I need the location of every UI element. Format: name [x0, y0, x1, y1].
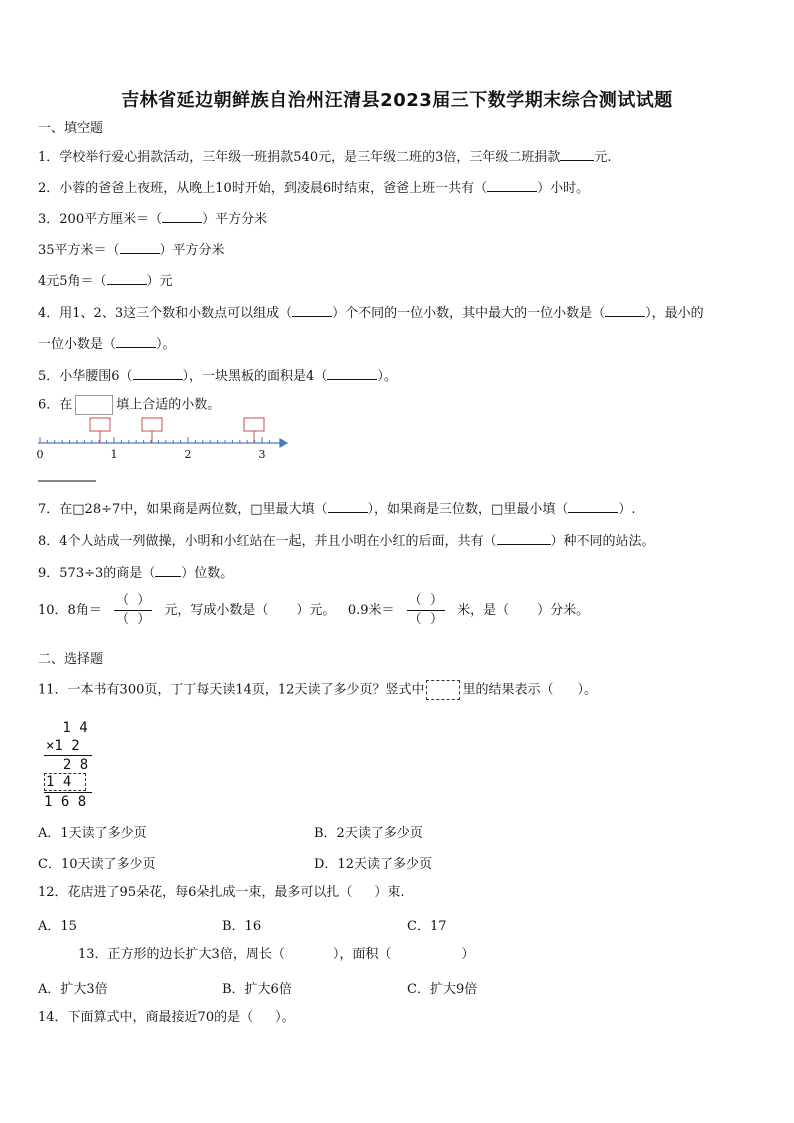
- number-line-label-3: 3: [258, 448, 266, 461]
- calc-row-4: 1 4: [46, 774, 72, 790]
- q5-text1: 5．小华腰围6（: [38, 369, 133, 384]
- question-9: [38, 562, 233, 583]
- q13-option-b[interactable]: B．扩大6倍: [222, 982, 292, 997]
- question-3c: [38, 270, 173, 291]
- question-5: [38, 365, 397, 386]
- number-line: [30, 415, 300, 487]
- q6-answer-box[interactable]: [75, 395, 113, 415]
- number-line-label-0: 0: [36, 448, 44, 461]
- q13-option-a[interactable]: A．扩大3倍: [38, 982, 108, 997]
- q2-blank[interactable]: [487, 177, 537, 192]
- q11-option-d[interactable]: D．12天读了多少页: [314, 857, 432, 872]
- q14-text1: 14．下面算式中，商最接近70的是（: [38, 1010, 254, 1025]
- question-13: [78, 946, 474, 964]
- number-line-box-2[interactable]: [142, 418, 162, 431]
- q4-blank3[interactable]: [116, 333, 156, 348]
- q4-blank2[interactable]: [605, 302, 645, 317]
- q10-fraction-2-num-close: ）: [429, 593, 443, 608]
- q4-text3: ），最小的: [645, 306, 704, 321]
- q10-fraction-1-denominator: [108, 611, 158, 629]
- q1-text: 1．学校举行爱心捐款活动，三年级一班捐款540元，是三年级二班的3倍，三年级二班捐款: [38, 150, 561, 165]
- question-14: [38, 1009, 295, 1027]
- q12-option-b[interactable]: B．16: [222, 919, 262, 934]
- q11-text3: ）。: [577, 682, 597, 698]
- q13-text1: 13．正方形的边长扩大3倍，周长（: [78, 947, 285, 962]
- question-4-line1: [38, 302, 704, 323]
- question-6: [38, 395, 220, 415]
- q12-text2: ）束.: [374, 885, 405, 900]
- question-4-line2: [38, 333, 176, 354]
- q7-text2: ），如果商是三位数，□里最小填（: [367, 502, 569, 517]
- number-line-label-1: 1: [110, 448, 118, 461]
- q10-fraction-1-num-close: ）: [137, 593, 151, 608]
- q12-option-a[interactable]: A．15: [38, 919, 77, 934]
- q7-text1: 7．在□28÷7中，如果商是两位数，□里最大填（: [38, 502, 328, 517]
- calc-row-5: 1 6 8: [44, 794, 87, 810]
- q10-fraction-1-numerator: [108, 592, 158, 610]
- q9-text2: ）位数。: [181, 566, 234, 581]
- section-fill-in: 一、填空题: [38, 121, 104, 136]
- q4-text4: 一位小数是（: [38, 337, 117, 352]
- q4-text1: 4．用1、2、3这三个数和小数点可以组成（: [38, 306, 293, 321]
- q7-blank1[interactable]: [328, 498, 368, 513]
- q5-text2: ），一块黑板的面积是4（: [182, 369, 328, 384]
- question-10: [38, 592, 589, 629]
- q4-blank1[interactable]: [292, 302, 332, 317]
- q1-blank[interactable]: [560, 146, 594, 161]
- q5-blank1[interactable]: [133, 365, 183, 380]
- q11-option-a[interactable]: A．1天读了多少页: [38, 826, 147, 841]
- calc-line-1: [44, 755, 92, 756]
- q10-text2: 元，写成小数是（: [164, 603, 269, 618]
- question-3a: [38, 208, 267, 229]
- q4-text5: ）。: [156, 337, 176, 352]
- q6-text2: 填上合适的小数。: [116, 397, 221, 413]
- page-title: 吉林省延边朝鲜族自治州汪清县2023届三下数学期末综合测试试题: [121, 90, 673, 111]
- q11-text2: 里的结果表示（: [462, 682, 554, 698]
- q10-fraction-1-den-open: （: [115, 612, 129, 627]
- q9-text1: 9．573÷3的商是（: [38, 566, 156, 581]
- section-multiple-choice: 二、选择题: [38, 652, 104, 667]
- q10-fraction-1[interactable]: [108, 592, 158, 629]
- question-1: [38, 146, 612, 167]
- q7-blank2[interactable]: [568, 498, 618, 513]
- q12-text1: 12．花店进了95朵花，每6朵扎成一束，最多可以扎（: [38, 885, 353, 900]
- q5-text3: ）。: [377, 369, 397, 384]
- q3c-text: 4元5角＝（: [38, 274, 107, 289]
- calc-row-3: 2 8: [46, 757, 89, 773]
- q8-text1: 8．4个人站成一列做操，小明和小红站在一起，并且小明在小红的后面，共有（: [38, 534, 497, 549]
- q13-text3: ）: [461, 947, 475, 962]
- number-line-box-3[interactable]: [244, 418, 264, 431]
- q2-text: 2．小蓉的爸爸上夜班，从晚上10时开始，到凌晨6时结束，爸爸上班一共有（: [38, 181, 488, 196]
- q1-after: 元.: [594, 150, 612, 165]
- q10-fraction-2-num-open: （: [408, 593, 422, 608]
- question-8: [38, 530, 655, 551]
- q3b-after: ）平方分米: [159, 243, 225, 258]
- q8-text2: ）种不同的站法。: [550, 534, 655, 549]
- q13-option-c[interactable]: C．扩大9倍: [407, 982, 478, 997]
- q11-option-b[interactable]: B．2天读了多少页: [314, 826, 423, 841]
- q12-option-c[interactable]: C．17: [407, 919, 447, 934]
- q10-fraction-2-numerator: [401, 592, 451, 610]
- q10-text5: 米，是（: [457, 603, 510, 618]
- q11-text1: 11．一本书有300页，丁丁每天读14页，12天读了多少页？竖式中: [38, 682, 425, 698]
- question-12: [38, 884, 405, 902]
- q10-fraction-1-den-close: ）: [137, 612, 151, 627]
- q10-fraction-2[interactable]: [401, 592, 451, 629]
- q9-blank[interactable]: [155, 562, 181, 577]
- q10-fraction-1-num-open: （: [115, 593, 129, 608]
- q3b-blank[interactable]: [120, 239, 160, 254]
- q11-dashed-box: [426, 680, 460, 700]
- number-line-label-2: 2: [184, 448, 192, 461]
- q10-fraction-2-den-open: （: [408, 612, 422, 627]
- q6-text1: 6．在: [38, 397, 73, 413]
- q3a-blank[interactable]: [162, 208, 202, 223]
- question-11: [38, 680, 597, 700]
- q4-text2: ）个不同的一位小数，其中最大的一位小数是（: [332, 306, 606, 321]
- q3c-after: ）元: [146, 274, 173, 289]
- question-7: [38, 498, 635, 519]
- q10-fraction-2-den-close: ）: [429, 612, 443, 627]
- q13-text2: ），面积（: [332, 947, 392, 962]
- number-line-box-1[interactable]: [90, 418, 110, 431]
- q11-option-c[interactable]: C．10天读了多少页: [38, 857, 156, 872]
- question-3b: [38, 239, 225, 260]
- q3a-after: ）平方分米: [202, 212, 268, 227]
- q10-text1: 10．8角＝: [38, 603, 102, 618]
- q5-blank2[interactable]: [327, 365, 377, 380]
- q10-text3: ）元。: [296, 603, 336, 618]
- q10-text4: 0.9米＝: [347, 603, 395, 618]
- q7-text3: ）.: [618, 502, 636, 517]
- calc-row-1: 1 4: [54, 720, 88, 736]
- question-2: [38, 177, 589, 198]
- q3a-text: 3．200平方厘米＝（: [38, 212, 163, 227]
- q10-text6: ）分米。: [537, 603, 590, 618]
- q2-after: ）小时。: [537, 181, 590, 196]
- q10-fraction-2-denominator: [401, 611, 451, 629]
- q8-blank[interactable]: [497, 530, 551, 545]
- calc-line-2: [44, 792, 92, 793]
- q3c-blank[interactable]: [107, 270, 147, 285]
- number-line-arrow: [280, 439, 287, 447]
- q14-text2: ）。: [275, 1010, 295, 1025]
- q3b-text: 35平方米＝（: [38, 243, 120, 258]
- calc-row-2: ×1 2: [46, 738, 80, 754]
